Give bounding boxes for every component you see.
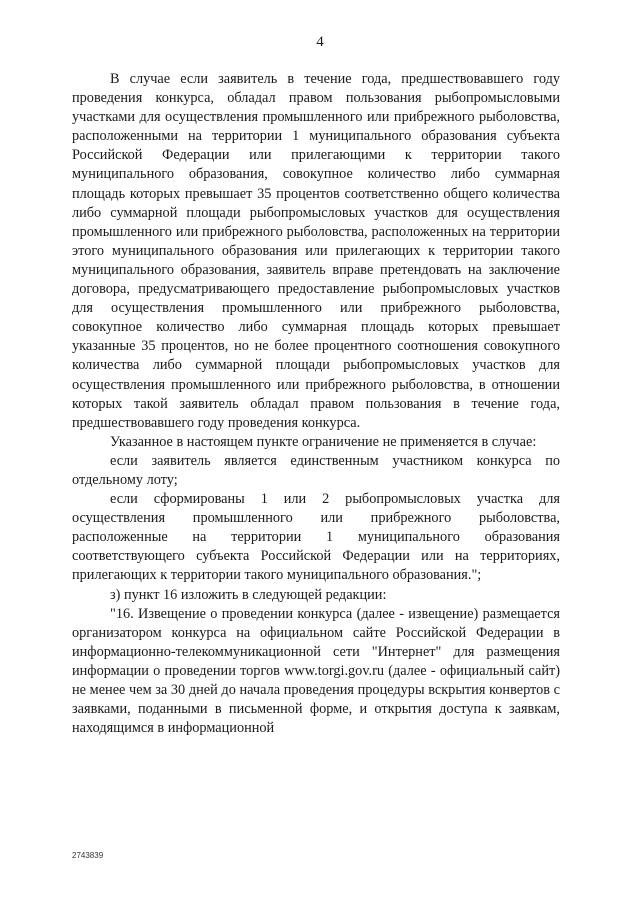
page-number: 4 bbox=[316, 34, 324, 50]
paragraph-applicant-limit: В случае если заявитель в течение года, предшествовавшего году проведения конкурса, обладал правом пользования рыбопромысловыми участками для осуществления промышленного или прибрежного рыболовства, расположенными на территории 1 муниципального образования субъекта Российской Федерации или прилегающими к территории такого муниципального образования, совокупное количество либо суммарная площадь которых превышает 35 процентов соответственно общего количества либо суммарной площади рыбопромысловых участков для осуществления промышленного или прибрежного рыболовства, расположенных на территории этого муниципального образования или прилегающих к территории такого муниципального образования, заявитель вправе претендовать на заключение договора, предусматривающего предоставление рыбопромысловых участков для осуществления промышленного или прибрежного рыболовства, совокупное количество либо суммарная площадь которых превышает указанные 35 процентов, но не более процентного соотношения совокупного количества либо суммарной площади рыбопромысловых участков для осуществления промышленного или прибрежного рыболовства, в отношении которых такой заявитель обладал правом пользования в течение года, предшествовавшего году проведения конкурса. bbox=[72, 71, 560, 431]
paragraph-restriction-exception: Указанное в настоящем пункте ограничение не применяется в случае: bbox=[110, 433, 537, 450]
paragraph-single-participant: если заявитель является единственным участником конкурса по отдельному лоту; bbox=[72, 452, 560, 488]
document-id: 2743839 bbox=[72, 851, 104, 860]
paragraph-item-16-text: "16. Извещение о проведении конкурса (далее - извещение) размещается организатором конкурса на официальном сайте Российской Федерации в информационно-телекоммуникационной сети "Интернет" для размещения информации о проведении торгов www.torgi.gov.ru (далее - официальный сайт) не менее чем за 30 дней до начала проведения процедуры вскрытия конвертов с заявками, поданными в письменной форме, и открытия доступа к заявкам, находящимся в информационной bbox=[72, 605, 560, 737]
paragraph-one-or-two-plots: если сформированы 1 или 2 рыбопромысловых участка для осуществления промышленного или прибрежного рыболовства, расположенные на территории 1 муниципального образования соответствующего субъекта Российской Федерации или на территориях, прилегающих к территории такого муниципального образования."; bbox=[72, 491, 560, 584]
paragraph-item-16-amendment: з) пункт 16 изложить в следующей редакции: bbox=[110, 586, 387, 603]
document-body bbox=[72, 70, 560, 738]
